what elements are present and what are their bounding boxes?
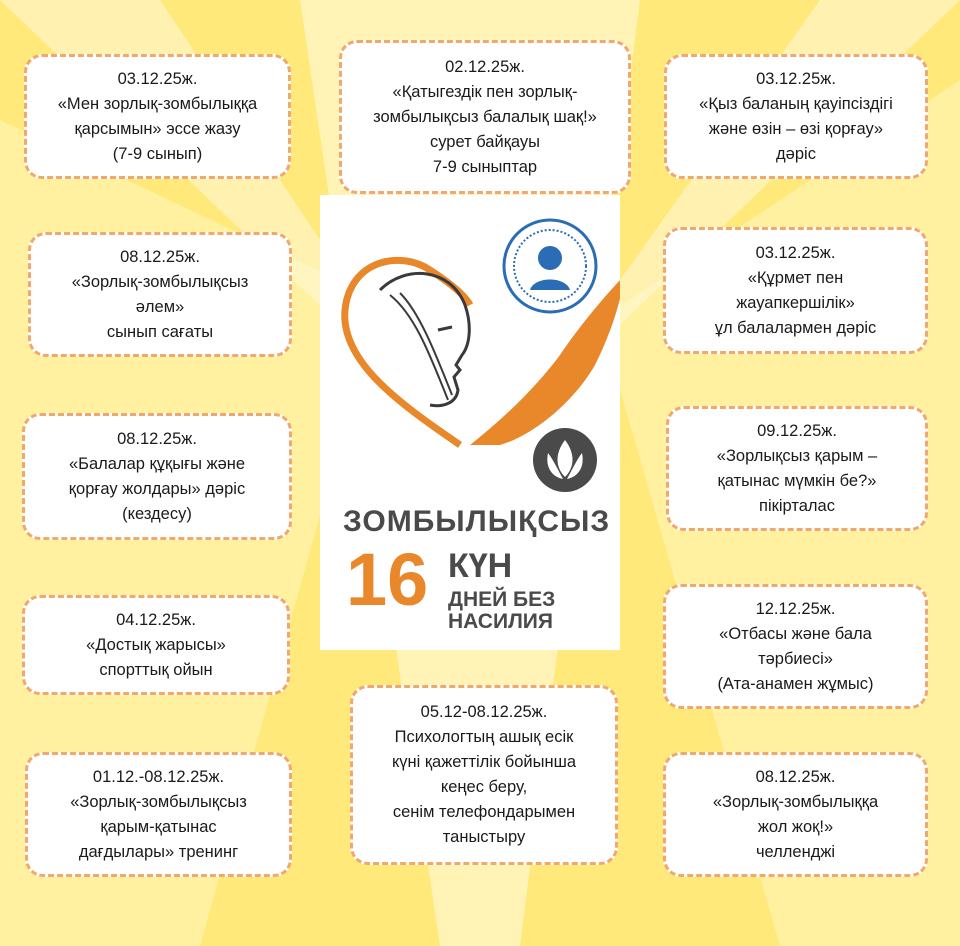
card-line: сынып сағаты	[106, 322, 214, 341]
card-line: 7-9 сыныптар	[432, 157, 538, 176]
card-line: қатынас мүмкін бе?»	[717, 471, 877, 490]
card-line: «Қатыгездік пен зорлық-	[392, 82, 578, 101]
card-line: «Зорлық-зомбылықсыз	[70, 792, 247, 811]
card-line: «Қыз баланың қауіпсіздігі	[699, 94, 893, 113]
logo-number: 16	[346, 538, 429, 621]
card-line: спорттық ойын	[99, 660, 213, 679]
card-line: таныстыру	[442, 828, 526, 846]
event-card-sports-game	[22, 595, 290, 695]
card-line: жол жоқ!»	[757, 817, 834, 836]
card-line: 04.12.25ж.	[116, 610, 196, 629]
card-line: 02.12.25ж.	[445, 57, 525, 76]
card-line: 08.12.25ж.	[755, 767, 836, 786]
card-line: күні қажеттілік бойынша	[392, 753, 576, 771]
card-line: челленджі	[755, 842, 836, 861]
card-line: қарсымын» эссе жазу	[74, 119, 241, 138]
card-line: «Зорлық-зомбылыққа	[712, 792, 879, 811]
card-line: 09.12.25ж.	[757, 421, 837, 440]
card-line: 12.12.25ж.	[755, 599, 836, 618]
event-card-family	[663, 584, 928, 709]
event-card-psychologist	[350, 685, 618, 865]
card-line: «Отбасы және бала	[719, 624, 872, 643]
card-line: сурет байқауы	[429, 132, 541, 151]
card-line: және өзін – өзі қорғау»	[708, 119, 884, 138]
school-emblem-icon	[502, 218, 598, 314]
card-line: «Мен зорлық-зомбылыққа	[57, 94, 258, 113]
card-line: кеңес беру,	[440, 778, 528, 796]
card-line: «Зорлық-зомбылықсыз	[71, 272, 249, 291]
card-line: сенім телефондарымен	[392, 803, 576, 821]
card-line: (кездесу)	[122, 504, 192, 523]
card-line: дәріс	[776, 144, 816, 163]
card-line: қорғау жолдары» дәріс	[68, 479, 246, 498]
logo-ru-line2: НАСИЛИЯ	[448, 610, 553, 633]
card-line: 08.12.25ж.	[117, 429, 197, 448]
event-card-girls-safety	[664, 54, 928, 179]
card-line: «Құрмет пен	[747, 268, 844, 287]
event-card-children-rights	[22, 413, 292, 540]
logo-title: ЗОМБЫЛЫҚСЫЗ	[343, 505, 611, 538]
card-line: (7-9 сынып)	[112, 144, 203, 163]
card-line: «Балалар құқығы және	[68, 454, 246, 473]
event-card-essay	[24, 54, 291, 179]
event-card-challenge	[663, 752, 928, 877]
card-line: 05.12-08.12.25ж.	[420, 703, 548, 721]
card-line: 03.12.25ж.	[117, 69, 198, 88]
card-line: «Достық жарысы»	[86, 635, 226, 654]
event-card-training	[25, 752, 292, 877]
event-card-drawing-contest	[339, 40, 631, 194]
card-line: «Зорлықсыз қарым –	[716, 446, 878, 465]
card-line: 03.12.25ж.	[755, 243, 836, 262]
card-line: тәрбиесі»	[758, 649, 833, 668]
card-line: дағдылары» тренинг	[78, 842, 239, 861]
card-line: 03.12.25ж.	[756, 69, 836, 88]
logo-ru-line1: ДНЕЙ БЕЗ	[448, 588, 556, 611]
card-line: жауапкершілік»	[736, 293, 855, 312]
card-line: 01.12.-08.12.25ж.	[92, 767, 225, 786]
event-card-debate	[666, 406, 928, 531]
card-line: қарым-қатынас	[100, 817, 217, 836]
card-line: әлем»	[135, 297, 185, 316]
card-line: зомбылықсыз балалық шақ!»	[373, 107, 597, 126]
card-line: (Ата-анамен жұмыс)	[717, 674, 874, 693]
card-line: Психологтың ашық есік	[394, 728, 574, 746]
card-line: пікірталас	[759, 496, 835, 515]
event-card-class-hour	[28, 232, 292, 357]
logo-word: КҮН	[448, 547, 513, 585]
card-line: ұл балалармен дәріс	[714, 318, 877, 337]
card-line: 08.12.25ж.	[120, 247, 200, 266]
event-card-respect	[663, 227, 928, 354]
